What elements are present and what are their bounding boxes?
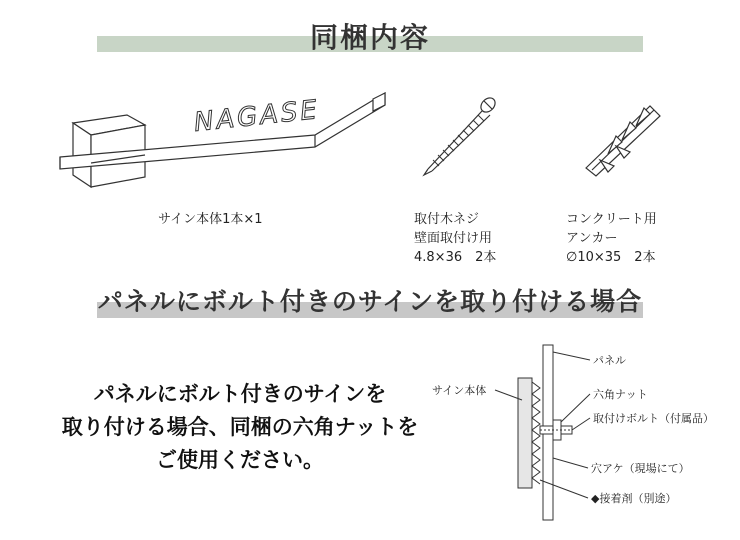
instruction-line2: 取り付ける場合、同梱の六角ナットを [61,415,419,439]
sign-lettering: NAGASE [192,94,322,138]
instruction-line1: パネルにボルト付きのサインを [93,382,387,406]
sign-illustration [55,85,395,195]
screw-caption-line1: 取付木ネジ [414,212,480,227]
label-sign-body: サイン本体 [432,384,487,397]
anchor-caption-line2: アンカー [566,231,618,246]
screw-caption [414,210,496,267]
instruction-message [20,378,460,477]
anchor-illustration [578,98,668,178]
label-hex-nut: 六角ナット [593,388,648,401]
label-panel: パネル [593,354,626,367]
label-adhesive: ◆接着剤（別途） [591,492,677,505]
anchor-caption [566,210,657,267]
section2-title: パネルにボルト付きのサインを取り付ける場合 [97,287,643,316]
label-bolt: 取付けボルト（付属品） [593,412,714,425]
label-hole: 穴アケ（現場にて） [591,462,690,475]
section1-title: 同梱内容 [309,21,430,54]
anchor-caption-line1: コンクリート用 [566,212,657,227]
mounting-diagram [430,340,730,525]
sign-caption: サイン本体1本×1 [158,212,263,227]
screw-caption-line3: 4.8×36 2本 [414,250,497,265]
anchor-caption-line3: ∅10×35 2本 [566,250,656,265]
screw-caption-line2: 壁面取付け用 [414,231,493,246]
screw-illustration [420,95,500,175]
instruction-line3: ご使用ください。 [156,448,324,472]
